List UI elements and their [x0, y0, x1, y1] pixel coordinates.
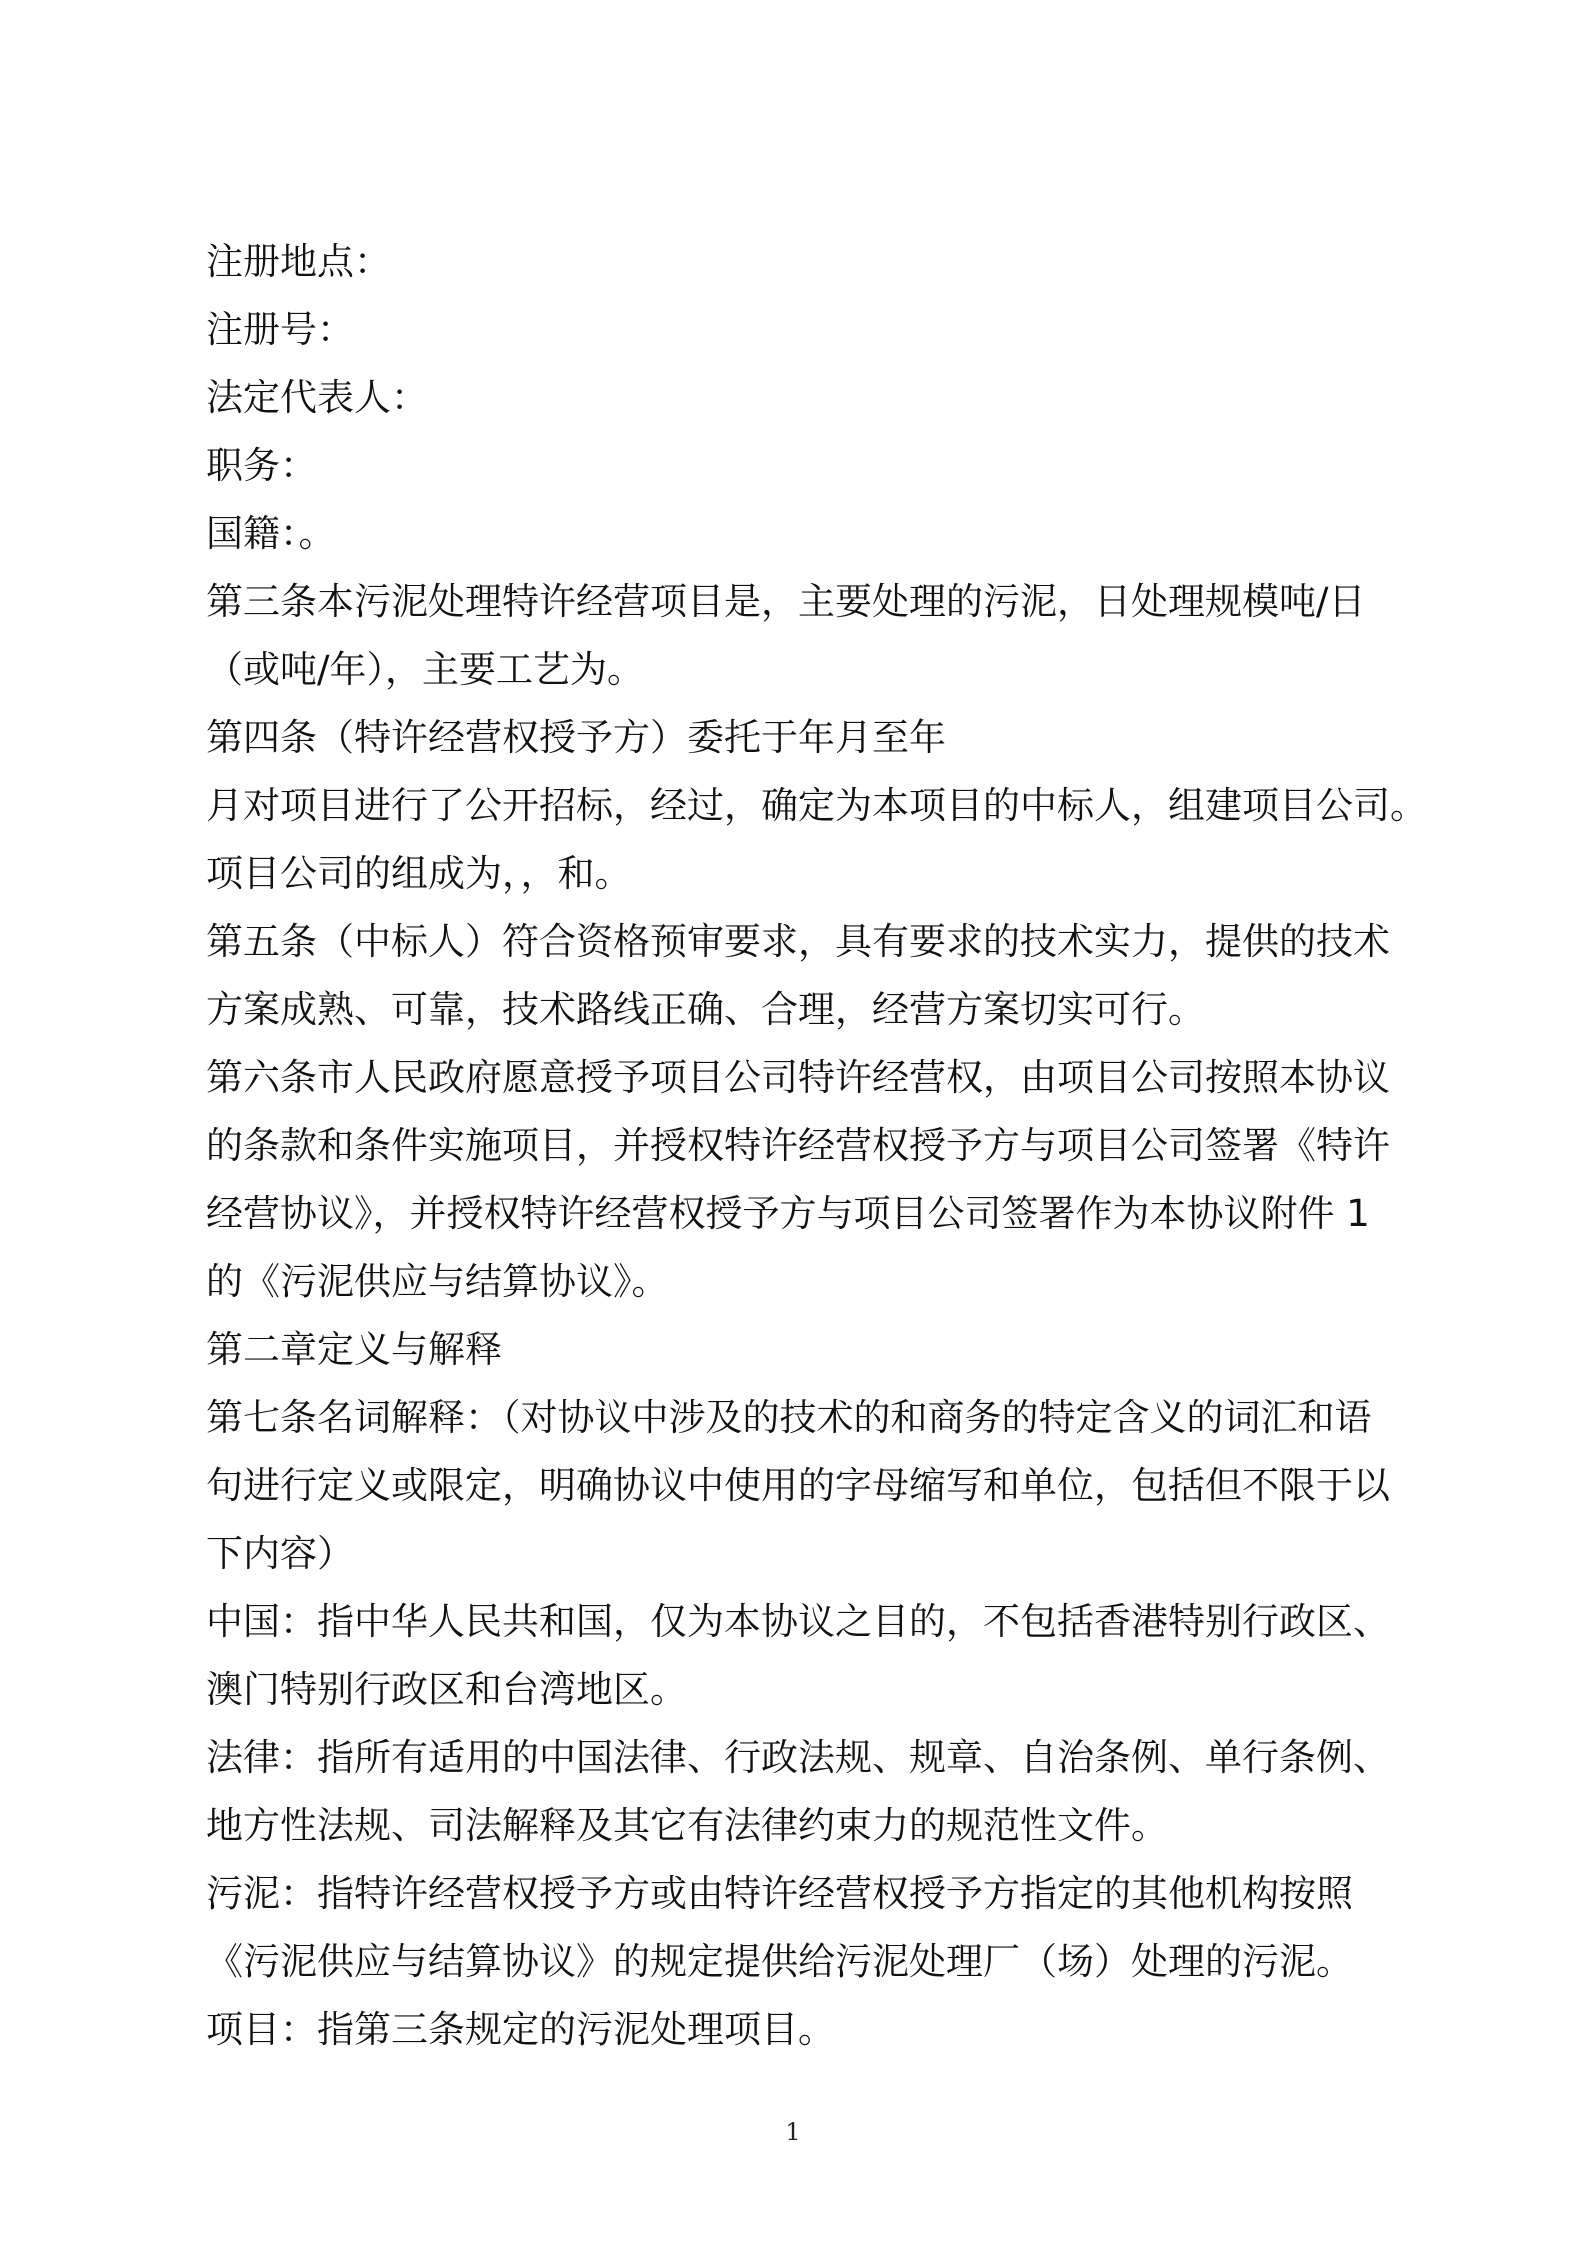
definition-project-line: 项目：指第三条规定的污泥处理项目。	[206, 2008, 835, 2051]
article-6-line-2: 的条款和条件实施项目，并授权特许经营权授予方与项目公司签署《特许	[206, 1124, 1390, 1167]
page-number: 1	[785, 2118, 801, 2146]
nationality-line: 国籍：。	[206, 512, 336, 555]
article-4-line-2: 月对项目进行了公开招标，经过，确定为本项目的中标人，组建项目公司。	[206, 784, 1427, 827]
article-3-line-2: （或吨/年），主要工艺为。	[206, 648, 644, 691]
article-7-line-1: 第七条名词解释：（对协议中涉及的技术的和商务的特定含义的词汇和语	[206, 1396, 1372, 1439]
article-5-line-1: 第五条（中标人）符合资格预审要求，具有要求的技术实力，提供的技术	[206, 920, 1390, 963]
article-6-line-3: 经营协议》，并授权特许经营权授予方与项目公司签署作为本协议附件 1	[206, 1192, 1370, 1235]
article-5-line-2: 方案成熟、可靠，技术路线正确、合理，经营方案切实可行。	[206, 988, 1205, 1031]
registration-number-line: 注册号：	[206, 308, 354, 351]
definition-law-line-2: 地方性法规、司法解释及其它有法律约束力的规范性文件。	[206, 1804, 1168, 1847]
definition-sludge-line-1: 污泥：指特许经营权授予方或由特许经营权授予方指定的其他机构按照	[206, 1872, 1353, 1915]
article-4-line-1: 第四条（特许经营权授予方）委托于年月至年	[206, 716, 946, 759]
definition-china-line-1: 中国：指中华人民共和国，仅为本协议之目的，不包括香港特别行政区、	[206, 1600, 1390, 1643]
article-3-line-1: 第三条本污泥处理特许经营项目是，主要处理的污泥，日处理规模吨/日	[206, 580, 1366, 623]
article-7-line-2: 句进行定义或限定，明确协议中使用的字母缩写和单位，包括但不限于以	[206, 1464, 1390, 1507]
definition-china-line-2: 澳门特别行政区和台湾地区。	[206, 1668, 687, 1711]
article-7-line-3: 下内容）	[206, 1532, 354, 1575]
position-line: 职务：	[206, 444, 317, 487]
registered-address-line: 注册地点：	[206, 240, 391, 283]
document-body	[206, 228, 1427, 2064]
chapter-2-heading: 第二章定义与解释	[206, 1328, 502, 1371]
article-6-line-1: 第六条市人民政府愿意授予项目公司特许经营权，由项目公司按照本协议	[206, 1056, 1390, 1099]
article-4-line-3: 项目公司的组成为，，和。	[206, 852, 632, 895]
definition-sludge-line-2: 《污泥供应与结算协议》的规定提供给污泥处理厂（场）处理的污泥。	[206, 1940, 1353, 1983]
definition-law-line-1: 法律：指所有适用的中国法律、行政法规、规章、自治条例、单行条例、	[206, 1736, 1390, 1779]
legal-representative-line: 法定代表人：	[206, 376, 428, 419]
article-6-line-4: 的《污泥供应与结算协议》。	[206, 1260, 669, 1303]
